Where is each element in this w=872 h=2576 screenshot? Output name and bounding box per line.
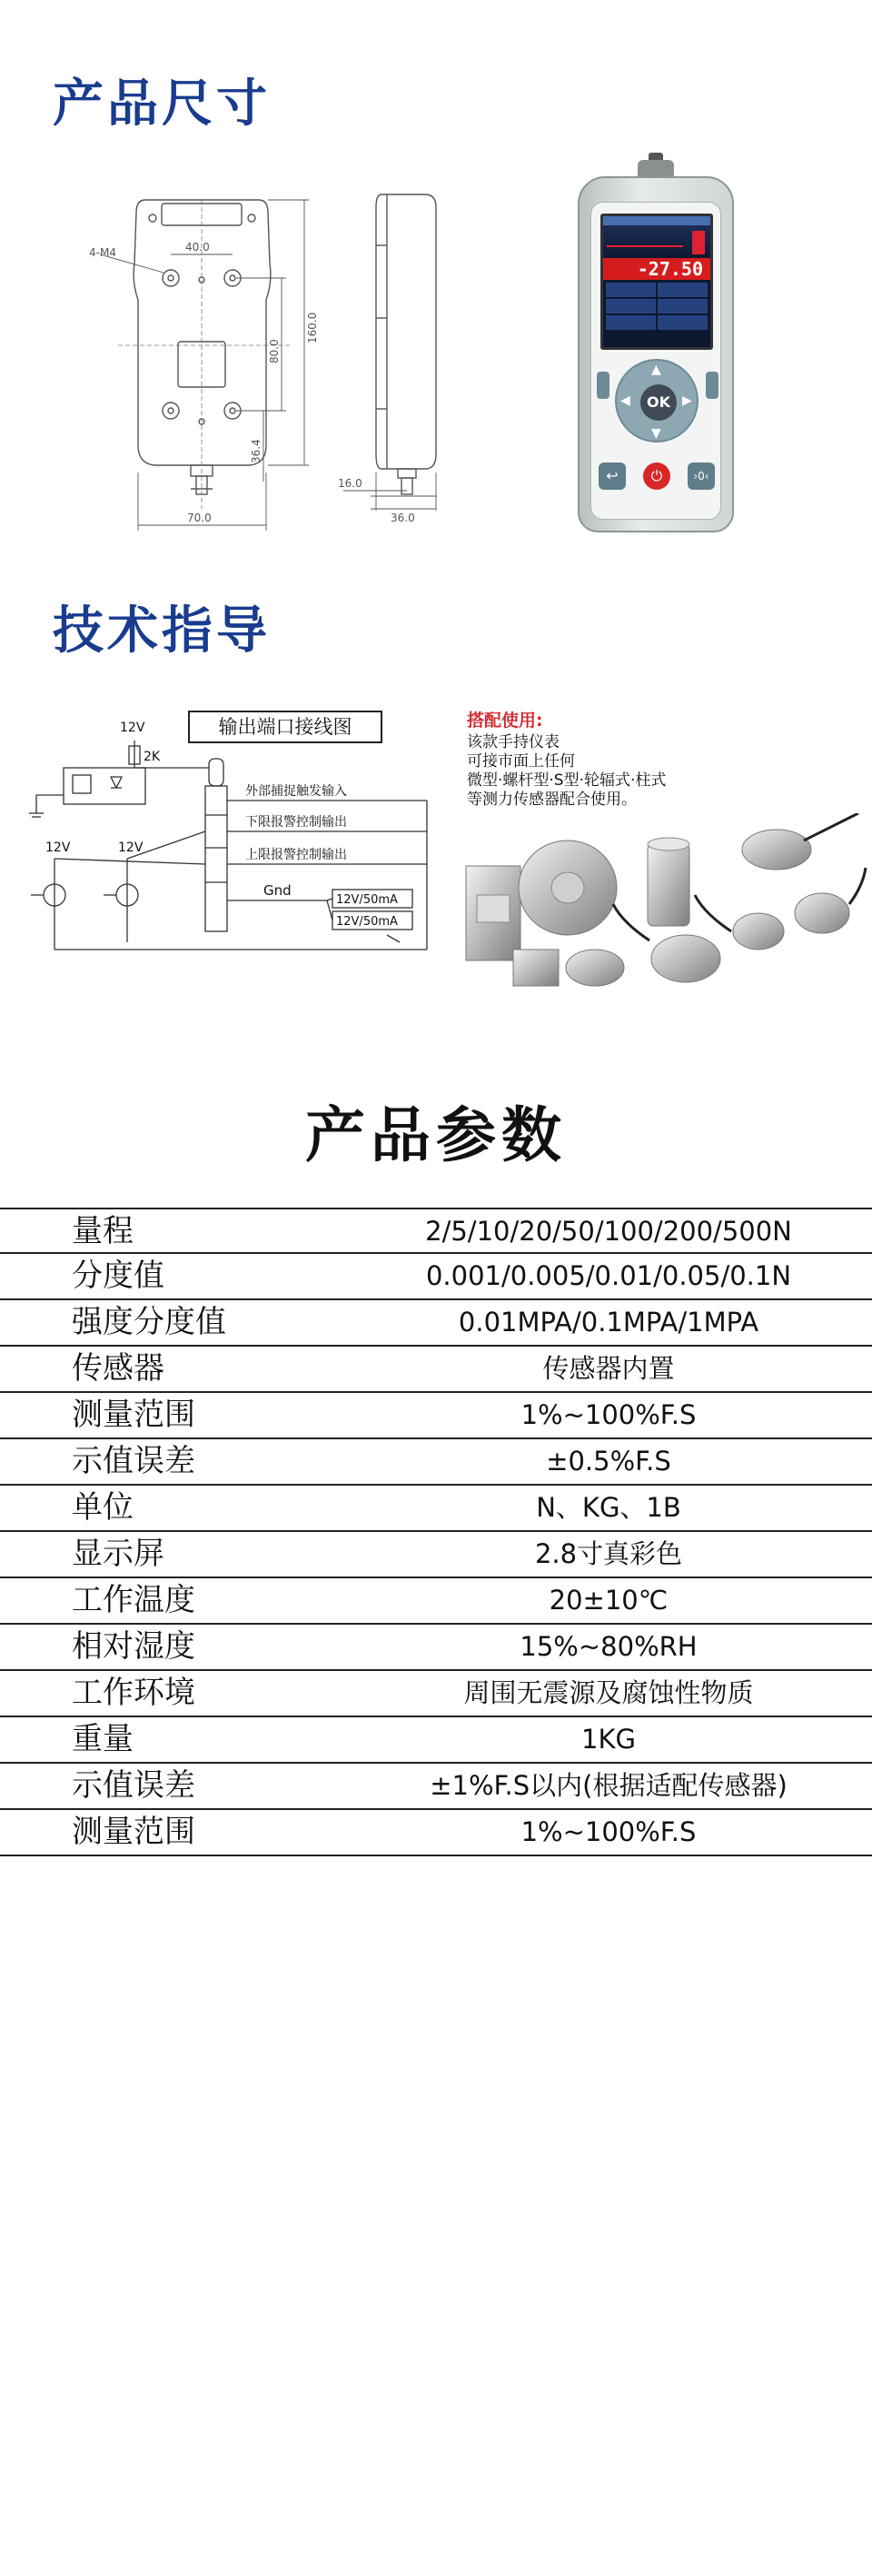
dim-thread: 4-M4 [89, 246, 116, 259]
param-label: 显示屏 [72, 1536, 164, 1572]
param-label: 重量 [72, 1721, 134, 1757]
guide-title: 技术指导 [53, 602, 271, 661]
button-sensor [742, 830, 811, 870]
param-value: 1KG [581, 1724, 636, 1755]
voltage-left-2: 12V [118, 840, 144, 855]
table-row [0, 1532, 872, 1578]
param-value: N、KG、1B [536, 1492, 681, 1523]
dim-width: 70.0 [187, 512, 212, 524]
param-value: 周围无震源及腐蚀性物质 [463, 1677, 754, 1708]
table-row [0, 1625, 872, 1671]
disc-sensor [651, 935, 720, 982]
side-view-drawing [334, 182, 461, 545]
param-value: 2.8寸真彩色 [534, 1538, 683, 1569]
wiring-diagram [27, 704, 445, 977]
param-value: 1%~100%F.S [520, 1399, 697, 1430]
voltage-top: 12V [120, 721, 145, 735]
param-value: ±1%F.S以内(根据适配传感器) [430, 1770, 788, 1801]
param-value: 0.01MPA/0.1MPA/1MPA [458, 1307, 759, 1338]
arrow-right-icon: ▶ [682, 393, 692, 408]
ok-button[interactable]: OK [640, 384, 677, 421]
dim-height-total: 160.0 [306, 312, 319, 343]
dim-hole-spacing: 40.0 [185, 241, 210, 254]
param-label: 测量范围 [72, 1397, 195, 1433]
line-gnd: Gnd [263, 882, 292, 899]
param-label: 单位 [72, 1489, 134, 1526]
usage-line: 该款手持仪表 [467, 733, 560, 751]
force-gauge-device [578, 160, 734, 532]
table-row [0, 1347, 872, 1393]
return-arrow-icon[interactable]: ↩ [599, 462, 626, 490]
compatible-sensors-image [459, 813, 867, 995]
params-title: 产品参数 [305, 1100, 567, 1170]
table-row [0, 1578, 872, 1625]
screen-graph [603, 225, 710, 258]
table-row [0, 1254, 872, 1300]
usage-line: 等测力传感器配合使用。 [467, 791, 637, 809]
table-row [0, 1300, 872, 1347]
table-row [0, 1717, 872, 1764]
arrow-up-icon: ▲ [651, 363, 661, 377]
device-screen [600, 214, 713, 350]
param-label: 分度值 [72, 1258, 164, 1294]
dimensions-title: 产品尺寸 [53, 75, 271, 134]
side-button-left[interactable] [597, 372, 609, 399]
usage-title: 搭配使用: [467, 711, 543, 731]
line-external-trigger: 外部捕捉触发输入 [245, 784, 347, 799]
param-label: 相对湿度 [72, 1628, 195, 1665]
param-value: 0.001/0.005/0.01/0.05/0.1N [425, 1260, 792, 1291]
params-table [0, 1208, 872, 1856]
line-upper-alarm: 上限报警控制输出 [245, 848, 347, 862]
dim-height-inner: 80.0 [268, 339, 281, 363]
param-label: 工作温度 [72, 1582, 195, 1618]
param-label: 示值误差 [72, 1443, 195, 1479]
table-row [0, 1486, 872, 1532]
pressure-sensor [733, 913, 784, 950]
screen-reading: -27.50 [603, 258, 710, 280]
zero-button[interactable]: ›0‹ [688, 462, 715, 490]
table-row [0, 1208, 872, 1254]
power-icon[interactable]: ⏻ [643, 462, 670, 490]
mini-block-sensor [513, 950, 559, 986]
param-value: 1%~100%F.S [520, 1816, 697, 1847]
screen-header [603, 216, 710, 225]
param-value: 15%~80%RH [520, 1631, 698, 1662]
param-label: 量程 [72, 1213, 134, 1249]
table-row [0, 1764, 872, 1810]
resistor-value: 2K [144, 750, 161, 764]
usage-note [467, 707, 730, 810]
param-label: 传感器 [72, 1350, 164, 1387]
navigation-pad[interactable] [615, 359, 699, 443]
device-face [590, 202, 721, 520]
param-label: 示值误差 [72, 1767, 195, 1804]
table-row [0, 1671, 872, 1717]
param-label: 工作环境 [72, 1675, 195, 1711]
side-button-right[interactable] [706, 372, 718, 399]
screen-info-grid [603, 280, 710, 333]
front-view-drawing [82, 182, 336, 536]
wiring-title: 输出端口接线图 [218, 716, 352, 738]
param-value: ±0.5%F.S [546, 1446, 671, 1477]
micro-sensor [795, 893, 849, 933]
mini-round-sensor [566, 950, 624, 986]
spec-1: 12V/50mA [336, 893, 398, 907]
arrow-left-icon: ◀ [620, 393, 630, 408]
dim-depth: 36.0 [391, 512, 415, 524]
usage-line: 微型·螺杆型·S型·轮辐式·柱式 [467, 771, 667, 790]
arrow-down-icon: ▼ [651, 426, 661, 441]
param-value: 20±10℃ [549, 1585, 669, 1616]
voltage-left-1: 12V [45, 840, 71, 855]
table-row [0, 1439, 872, 1486]
line-lower-alarm: 下限报警控制输出 [245, 815, 347, 830]
dim-lower-offset: 36.4 [250, 439, 263, 463]
dim-shaft-length: 16.0 [338, 477, 362, 490]
usage-line: 可接市面上任何 [467, 752, 575, 771]
param-value: 传感器内置 [542, 1353, 675, 1384]
table-row [0, 1810, 872, 1856]
table-row [0, 1393, 872, 1439]
column-sensor [648, 844, 689, 926]
param-value: 2/5/10/20/50/100/200/500N [425, 1216, 792, 1247]
param-label: 测量范围 [72, 1814, 195, 1850]
param-label: 强度分度值 [72, 1304, 226, 1340]
spec-2: 12V/50mA [336, 915, 398, 929]
